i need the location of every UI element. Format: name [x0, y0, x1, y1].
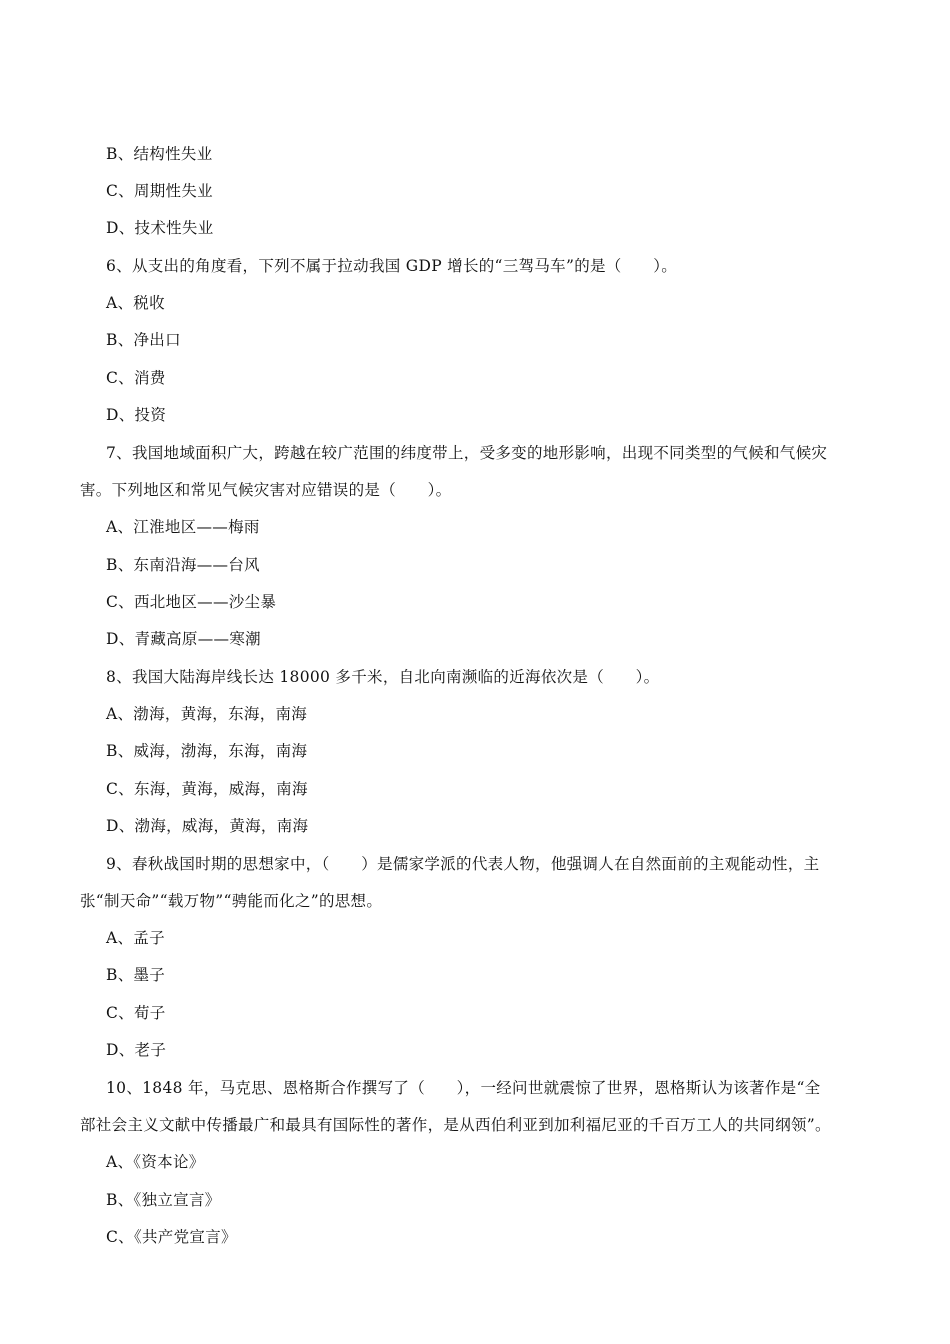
question-7: 7、我国地域面积广大，跨越在较广范围的纬度带上，受多变的地形影响，出现不同类型的气候和气候灾 — [106, 444, 828, 462]
option-9a: A、孟子 — [106, 929, 165, 947]
option-9d: D、老子 — [106, 1041, 167, 1059]
option-10a: A、《资本论》 — [106, 1153, 205, 1171]
option-8b: B、威海，渤海，东海，南海 — [106, 742, 308, 760]
option-5c: C、周期性失业 — [106, 182, 213, 200]
option-7a: A、江淮地区——梅雨 — [106, 518, 260, 536]
option-7b: B、东南沿海——台风 — [106, 556, 260, 574]
option-10b: B、《独立宣言》 — [106, 1191, 221, 1209]
question-9: 9、春秋战国时期的思想家中，（ ）是儒家学派的代表人物，他强调人在自然面前的主观能动性，主 — [106, 855, 820, 873]
question-10-continued: 部社会主义文献中传播最广和最具有国际性的著作，是从西伯利亚到加利福尼亚的千百万工人的共同纲领”。 — [80, 1116, 831, 1134]
option-6b: B、净出口 — [106, 331, 181, 349]
option-6c: C、消费 — [106, 369, 166, 387]
option-6a: A、税收 — [106, 294, 165, 312]
option-9c: C、荀子 — [106, 1004, 166, 1022]
option-9b: B、墨子 — [106, 966, 166, 984]
option-8d: D、渤海，威海，黄海，南海 — [106, 817, 309, 835]
question-6: 6、从支出的角度看，下列不属于拉动我国 GDP 增长的“三驾马车”的是（ ）。 — [106, 257, 678, 275]
option-6d: D、投资 — [106, 406, 167, 424]
question-7-continued: 害。下列地区和常见气候灾害对应错误的是（ ）。 — [80, 481, 452, 499]
question-8: 8、我国大陆海岸线长达 18000 多千米，自北向南濒临的近海依次是（ ）。 — [106, 668, 660, 686]
question-9-continued: 张“制天命”“载万物”“骋能而化之”的思想。 — [80, 892, 383, 910]
option-8a: A、渤海，黄海，东海，南海 — [106, 705, 308, 723]
option-10c: C、《共产党宣言》 — [106, 1228, 237, 1246]
option-5b: B、结构性失业 — [106, 145, 213, 163]
option-8c: C、东海，黄海，威海，南海 — [106, 780, 308, 798]
option-5d: D、技术性失业 — [106, 219, 214, 237]
question-10: 10、1848 年，马克思、恩格斯合作撰写了（ ），一经问世就震惊了世界，恩格斯认为该著作是“全 — [106, 1079, 821, 1097]
option-7c: C、西北地区——沙尘暴 — [106, 593, 277, 611]
option-7d: D、青藏高原——寒潮 — [106, 630, 261, 648]
